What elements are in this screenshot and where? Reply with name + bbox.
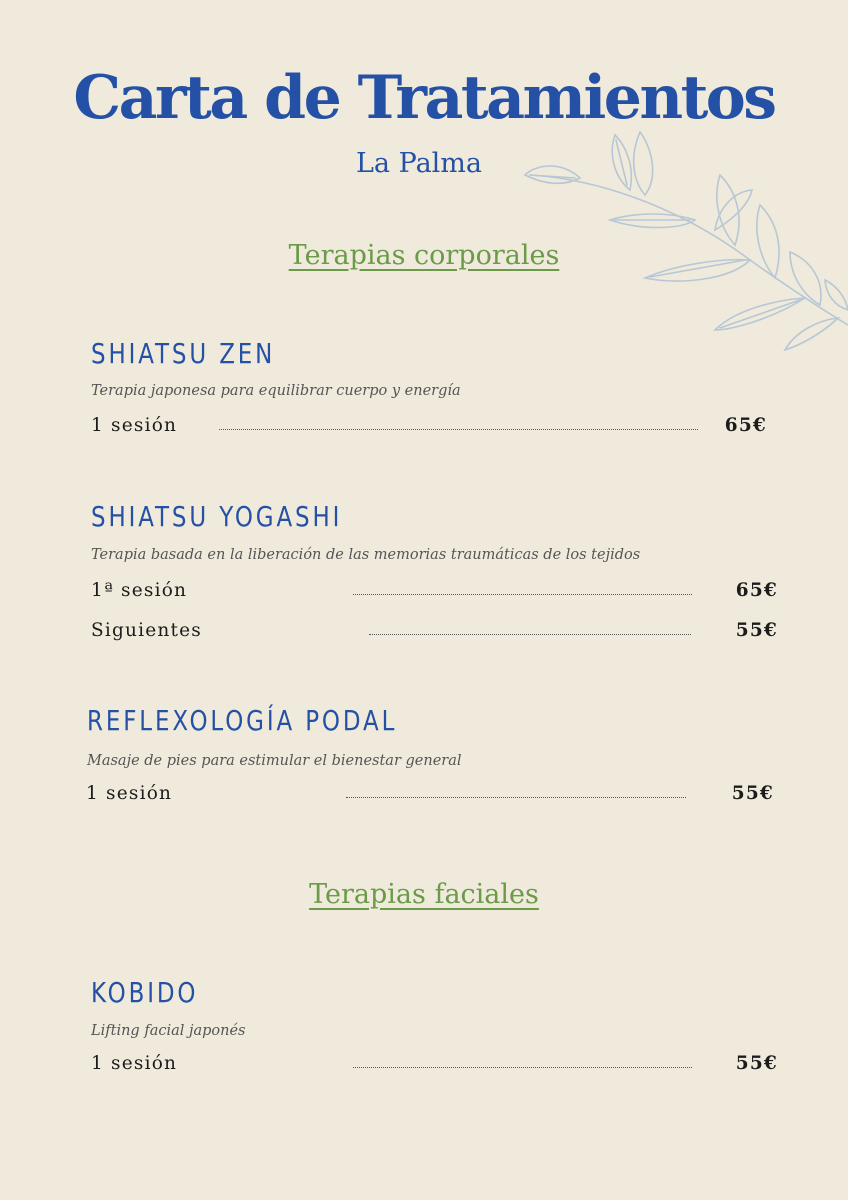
price-row (91, 1049, 778, 1079)
price-value: 65€ (724, 415, 767, 436)
treatment-description: Terapia japonesa para equilibrar cuerpo y energía (91, 383, 461, 399)
dot-leader (219, 429, 698, 430)
treatment-description: Masaje de pies para estimular el bienestar general (87, 753, 462, 769)
section-title-body-therapies: Terapias corporales (288, 240, 560, 271)
price-row (91, 616, 778, 646)
dot-leader (369, 634, 691, 635)
price-value: 65€ (735, 580, 778, 601)
price-value: 55€ (735, 620, 778, 641)
price-value: 55€ (731, 783, 774, 804)
treatment-description: Terapia basada en la liberación de las memorias traumáticas de los tejidos (91, 547, 641, 563)
session-label: 1ª sesión (91, 580, 188, 601)
price-row (91, 576, 778, 606)
treatment-name: REFLEXOLOGÍA PODAL (87, 704, 398, 737)
treatment-name: SHIATSU ZEN (91, 337, 276, 370)
treatment-name: SHIATSU YOGASHI (91, 500, 343, 533)
session-label: Siguientes (91, 620, 203, 641)
dot-leader (346, 797, 686, 798)
session-label: 1 sesión (86, 783, 173, 804)
price-row (91, 411, 767, 441)
session-label: 1 sesión (91, 1053, 178, 1074)
section-title-facial-therapies: Terapias faciales (309, 879, 539, 910)
price-row (86, 779, 774, 809)
treatment-name: KOBIDO (91, 976, 199, 1009)
price-value: 55€ (735, 1053, 778, 1074)
dot-leader (353, 1067, 692, 1068)
page-subtitle: La Palma (356, 148, 482, 179)
treatment-description: Lifting facial japonés (91, 1023, 246, 1039)
page-title: Carta de Tratamientos (73, 63, 775, 133)
dot-leader (353, 594, 692, 595)
session-label: 1 sesión (91, 415, 178, 436)
